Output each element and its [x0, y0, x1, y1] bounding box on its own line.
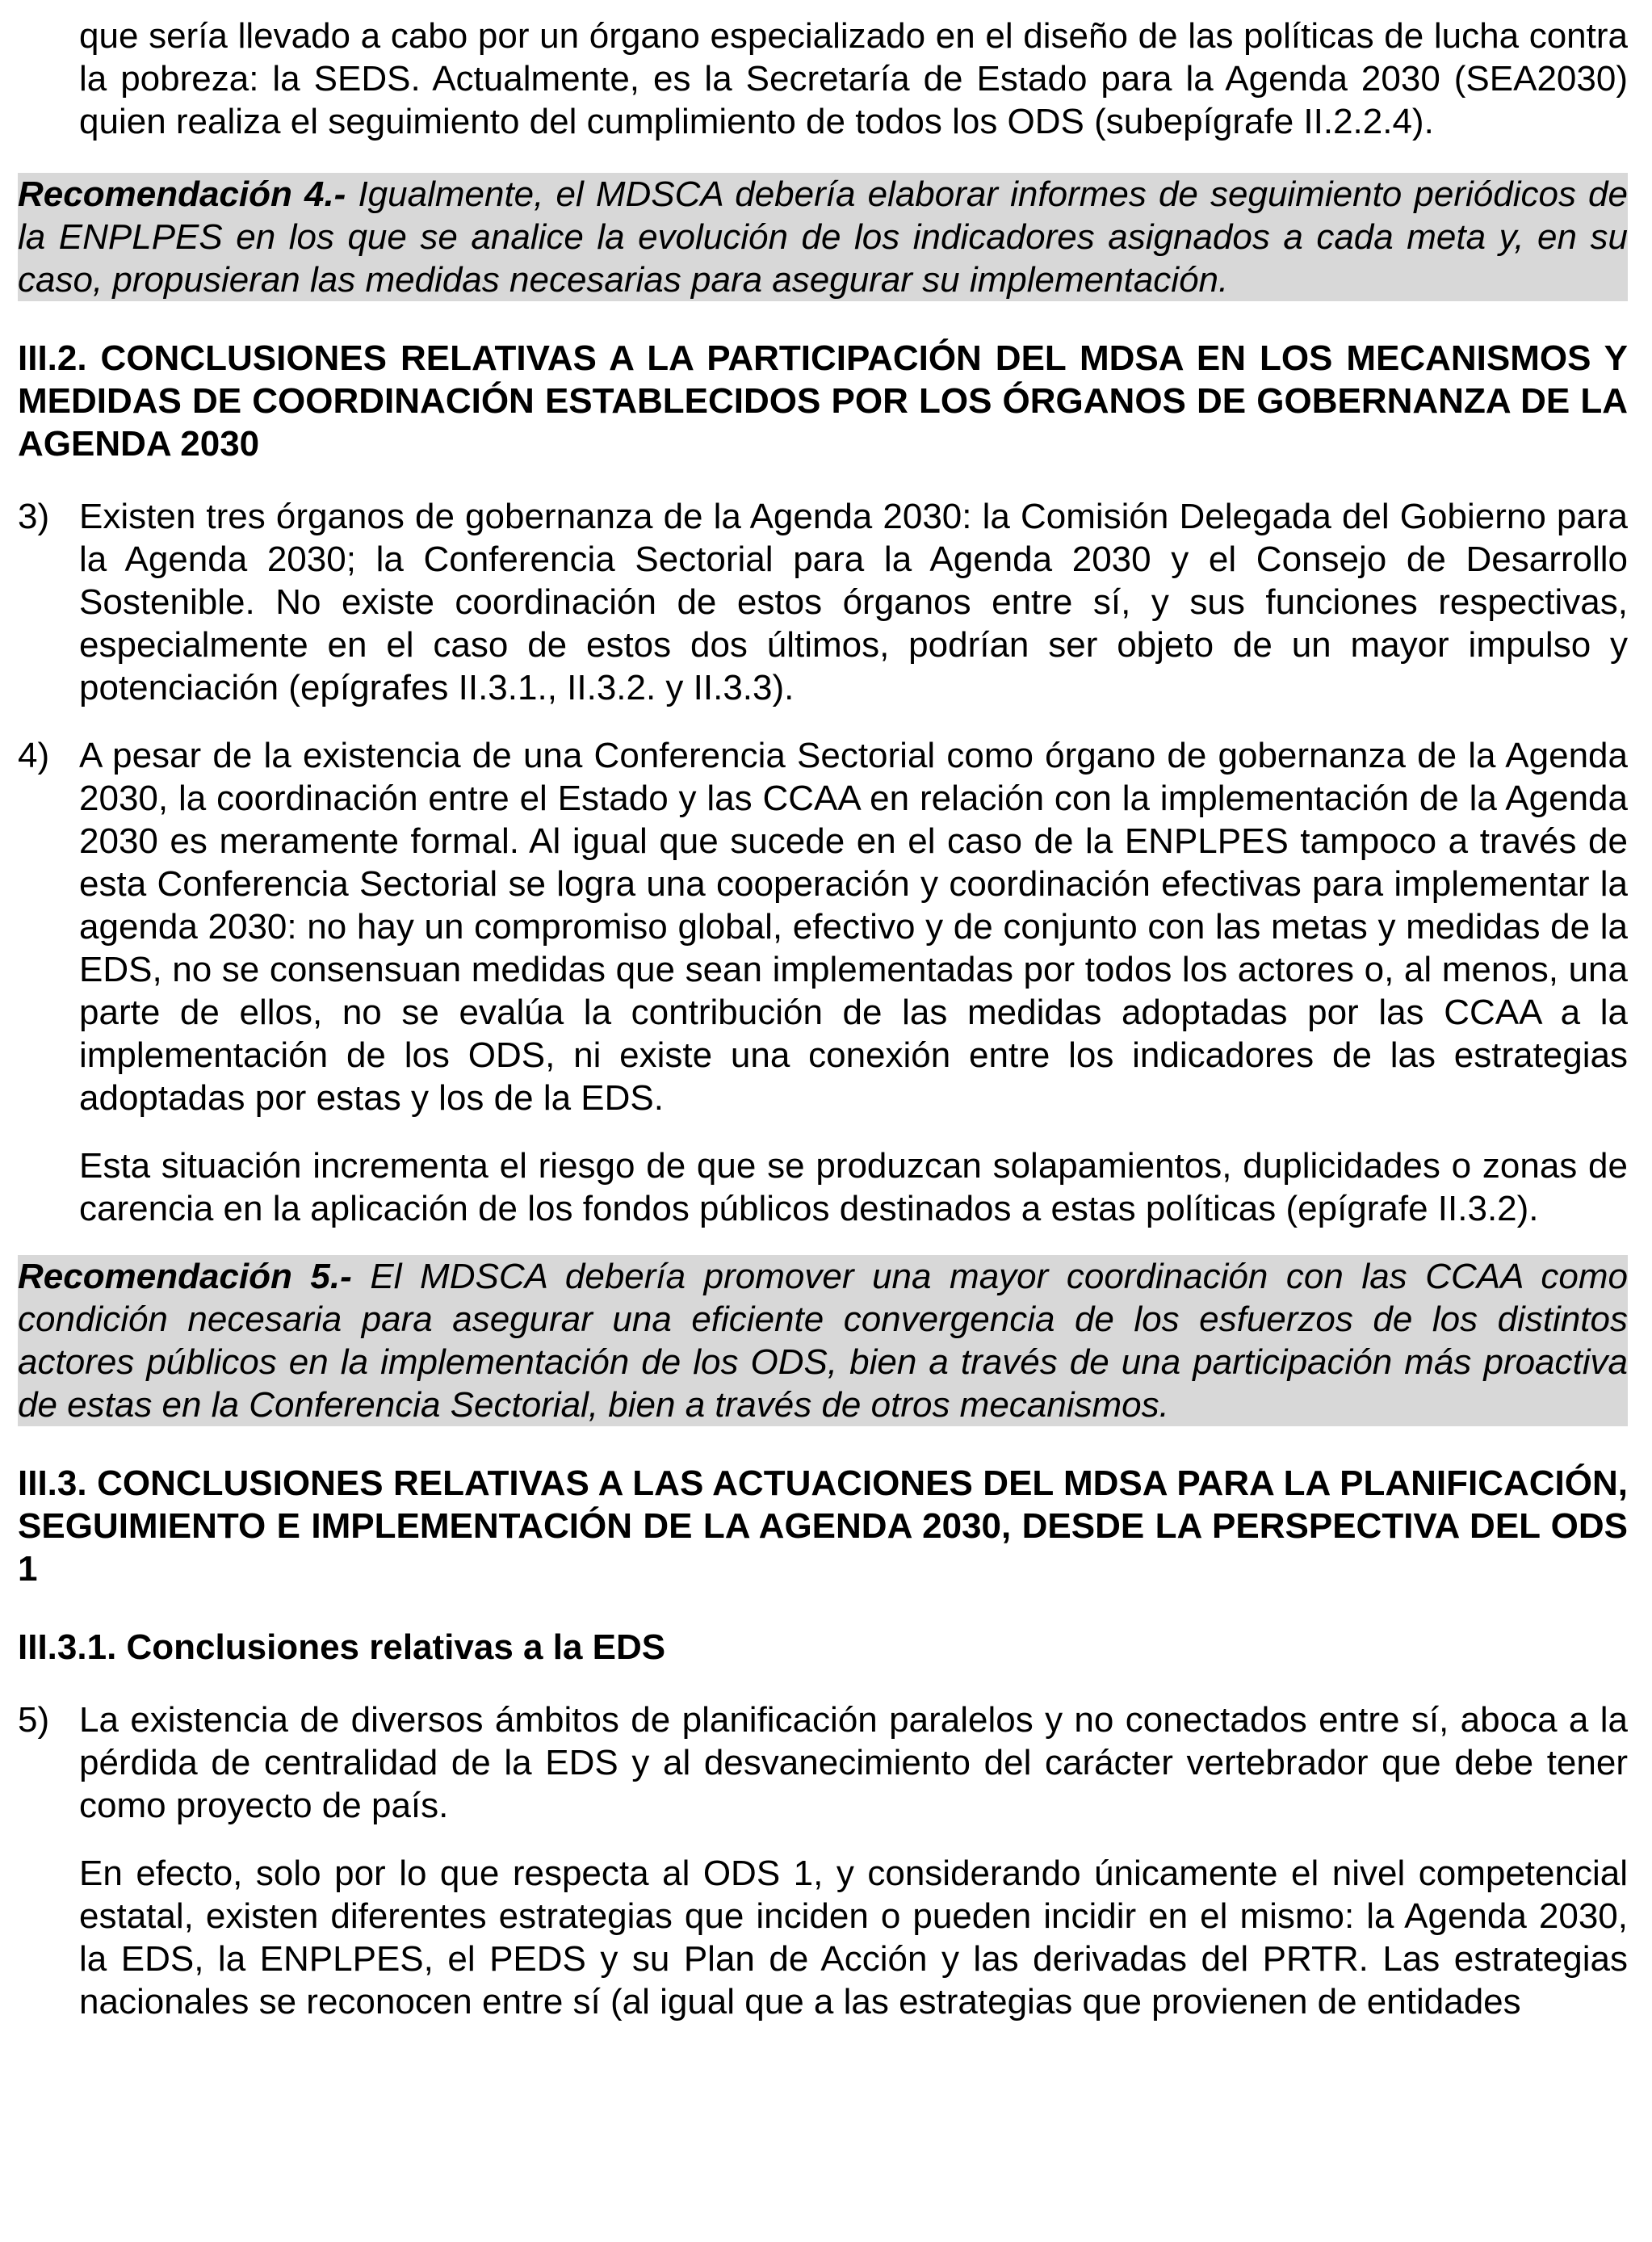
list-item-number: 3)	[18, 497, 50, 536]
list-item-text: A pesar de la existencia de una Conferencia Sectorial como órgano de gobernanza de la Agenda 2030, la coordinación entre el Estado y las CCAA en relación con la implementación de la Agenda 2030 es meramente formal. Al igual que sucede en el caso de la ENPLPES tampoco a través de esta Conferencia Sectorial se logra una cooperación y coordinación efectivas para implementar la agenda 2030: no hay un compromiso global, efectivo y de conjunto con las metas y medidas de la EDS, no se consensuan medidas que sean implementadas por todos los actores o, al menos, una parte de ellos, no se evalúa la contribución de las medidas adoptadas por las CCAA a la implementación de los ODS, ni existe una conexión entre los indicadores de las estrategias adoptadas por estas y los de la EDS.	[79, 736, 1628, 1118]
list-item	[18, 734, 1628, 1119]
recommendation-4-label: Recomendación 4.-	[18, 174, 346, 214]
recommendation-5-text: El MDSCA debería promover una mayor coordinación con las CCAA como condición necesaria para asegurar una eficiente convergencia de los esfuerzos de los distintos actores públicos en la implementación de los ODS, bien a través de una participación más proactiva de estas en la Conferencia Sectorial, bien a través de otros mecanismos.	[18, 1257, 1629, 1425]
recommendation-5-label: Recomendación 5.-	[18, 1257, 352, 1296]
list-item	[18, 1698, 1628, 1827]
section-3-3-1-subtitle: III.3.1. Conclusiones relativas a la EDS	[18, 1627, 666, 1667]
section-3-2-title: III.2. CONCLUSIONES RELATIVAS A LA PARTICIPACIÓN DEL MDSA EN LOS MECANISMOS Y MEDIDAS DE COORDINACIÓN ESTABLECIDOS POR LOS ÓRGANOS DE GOBERNANZA DE LA AGENDA 2030	[18, 338, 1628, 464]
item-5-followup-paragraph: En efecto, solo por lo que respecta al ODS 1, y considerando únicamente el nivel competencial estatal, existen diferentes estrategias que inciden o pueden incidir en el mismo: la Agenda 2030, la EDS, la ENPLPES, el PEDS y su Plan de Acción y las derivadas del PRTR. Las estrategias nacionales se reconocen entre sí (al igual que a las estrategias que provienen de entidades	[79, 1854, 1628, 2022]
intro-paragraph: que sería llevado a cabo por un órgano especializado en el diseño de las políticas de lucha contra la pobreza: la SEDS. Actualmente, es la Secretaría de Estado para la Agenda 2030 (SEA2030) quien realiza el seguimiento del cumplimiento de todos los ODS (subepígrafe II.2.2.4).	[79, 16, 1628, 141]
recommendation-4	[18, 173, 1628, 301]
section-3-3-title: III.3. CONCLUSIONES RELATIVAS A LAS ACTUACIONES DEL MDSA PARA LA PLANIFICACIÓN, SEGUIMIENTO E IMPLEMENTACIÓN DE LA AGENDA 2030, DESDE LA PERSPECTIVA DEL ODS 1	[18, 1463, 1628, 1589]
list-item-number: 5)	[18, 1700, 50, 1740]
recommendation-5	[18, 1255, 1628, 1426]
list-item	[18, 495, 1628, 709]
list-item-number: 4)	[18, 736, 50, 775]
list-item-text: Existen tres órganos de gobernanza de la Agenda 2030: la Comisión Delegada del Gobierno para la Agenda 2030; la Conferencia Sectorial para la Agenda 2030 y el Consejo de Desarrollo Sostenible. No existe coordinación de estos órganos entre sí, y sus funciones respectivas, especialmente en el caso de estos dos últimos, podrían ser objeto de un mayor impulso y potenciación (epígrafes II.3.1., II.3.2. y II.3.3).	[79, 497, 1628, 707]
recommendation-4-text: Igualmente, el MDSCA debería elaborar informes de seguimiento periódicos de la ENPLPES en los que se analice la evolución de los indicadores asignados a cada meta y, en su caso, propusieran las medidas necesarias para asegurar su implementación.	[18, 174, 1628, 300]
item-4-followup-paragraph: Esta situación incrementa el riesgo de que se produzcan solapamientos, duplicidades o zonas de carencia en la aplicación de los fondos públicos destinados a estas políticas (epígrafe II.3.2).	[79, 1146, 1628, 1228]
list-item-text: La existencia de diversos ámbitos de planificación paralelos y no conectados entre sí, aboca a la pérdida de centralidad de la EDS y al desvanecimiento del carácter vertebrador que debe tener como proyecto de país.	[79, 1700, 1628, 1825]
